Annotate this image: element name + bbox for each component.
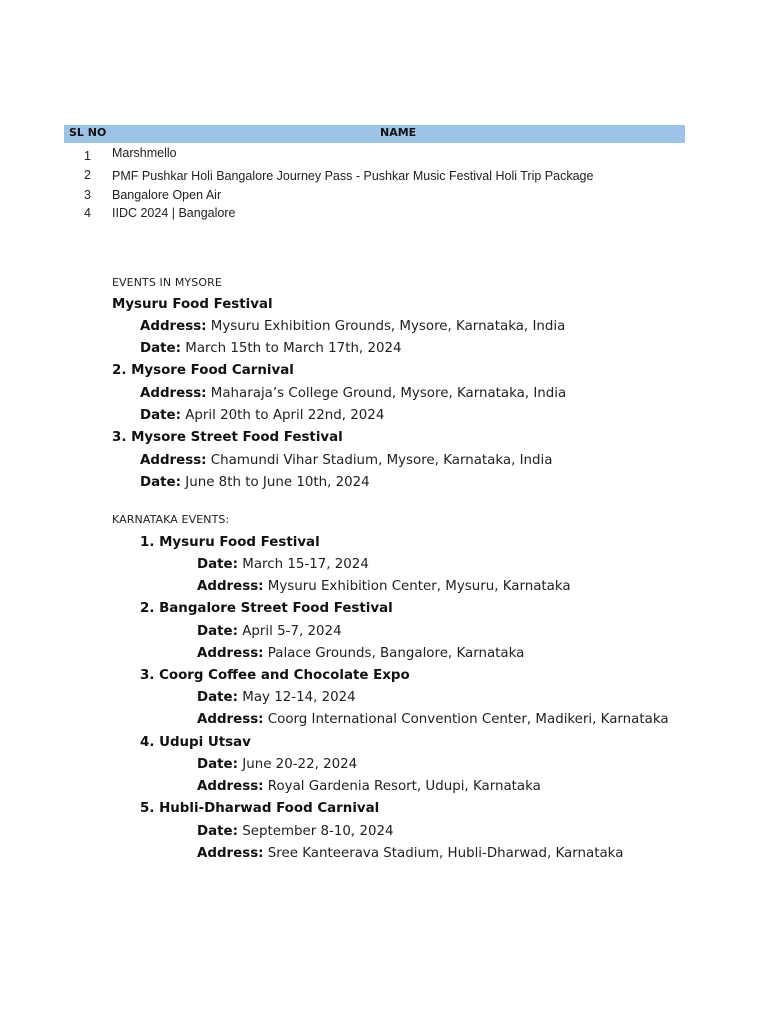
header-sl-no: SL NO — [69, 126, 107, 139]
row-number: 1 — [84, 149, 91, 163]
table-row — [64, 168, 685, 188]
date-value: May 12-14, 2024 — [242, 690, 356, 705]
address-value: Sree Kanteerava Stadium, Hubli-Dharwad, Karnataka — [267, 846, 624, 861]
address-label: Address: — [140, 386, 207, 401]
event-address — [140, 386, 566, 401]
row-name: PMF Pushkar Holi Bangalore Journey Pass - Pushkar Music Festival Holi Trip Package — [112, 169, 594, 183]
address-label: Address: — [197, 579, 264, 594]
header-name: NAME — [380, 126, 417, 139]
row-name: Marshmello — [112, 146, 177, 160]
event-title: 1. Mysuru Food Festival — [140, 535, 320, 550]
date-label: Date: — [140, 341, 181, 356]
event-title: Mysuru Food Festival — [112, 297, 273, 312]
address-value: Mysuru Exhibition Center, Mysuru, Karnataka — [267, 579, 571, 594]
event-date — [140, 341, 402, 356]
table-row — [64, 188, 685, 206]
event-address — [197, 846, 623, 861]
event-address — [197, 579, 571, 594]
event-date — [140, 475, 370, 490]
address-label: Address: — [197, 779, 264, 794]
date-label: Date: — [197, 757, 238, 772]
date-value: April 5-7, 2024 — [242, 624, 342, 639]
date-label: Date: — [140, 475, 181, 490]
row-name: IIDC 2024 | Bangalore — [112, 206, 236, 220]
address-value: Chamundi Vihar Stadium, Mysore, Karnataka, India — [210, 453, 553, 468]
event-date — [140, 408, 384, 423]
date-label: Date: — [197, 557, 238, 572]
row-number: 4 — [84, 206, 91, 220]
event-address — [197, 779, 541, 794]
date-value: June 8th to June 10th, 2024 — [185, 475, 370, 490]
address-label: Address: — [197, 646, 264, 661]
date-value: March 15-17, 2024 — [242, 557, 369, 572]
date-value: June 20-22, 2024 — [242, 757, 358, 772]
address-label: Address: — [140, 453, 207, 468]
event-date — [197, 624, 342, 639]
event-date — [197, 824, 394, 839]
table-header — [64, 125, 685, 143]
address-value: Maharaja’s College Ground, Mysore, Karnataka, India — [210, 386, 567, 401]
event-address — [140, 453, 552, 468]
event-title: 3. Coorg Coffee and Chocolate Expo — [140, 668, 410, 683]
event-title: 3. Mysore Street Food Festival — [112, 430, 343, 445]
address-value: Mysuru Exhibition Grounds, Mysore, Karnataka, India — [210, 319, 566, 334]
events-table — [64, 125, 685, 224]
date-value: September 8-10, 2024 — [242, 824, 394, 839]
row-number: 3 — [84, 188, 91, 202]
event-address — [197, 646, 524, 661]
address-value: Coorg International Convention Center, Madikeri, Karnataka — [267, 712, 669, 727]
event-date — [197, 690, 356, 705]
date-value: March 15th to March 17th, 2024 — [185, 341, 402, 356]
date-value: April 20th to April 22nd, 2024 — [185, 408, 385, 423]
section-title-mysore: EVENTS IN MYSORE — [112, 276, 222, 289]
event-date — [197, 757, 357, 772]
event-title: 2. Mysore Food Carnival — [112, 363, 294, 378]
event-title: 5. Hubli-Dharwad Food Carnival — [140, 801, 380, 816]
address-label: Address: — [197, 846, 264, 861]
event-title: 2. Bangalore Street Food Festival — [140, 601, 393, 616]
event-date — [197, 557, 369, 572]
date-label: Date: — [197, 824, 238, 839]
date-label: Date: — [197, 690, 238, 705]
table-row — [64, 206, 685, 224]
section-title-karnataka: KARNATAKA EVENTS: — [112, 513, 230, 526]
row-name: Bangalore Open Air — [112, 188, 222, 202]
row-number: 2 — [84, 168, 91, 182]
date-label: Date: — [197, 624, 238, 639]
address-value: Palace Grounds, Bangalore, Karnataka — [267, 646, 525, 661]
address-label: Address: — [197, 712, 264, 727]
event-address — [197, 712, 669, 727]
event-address — [140, 319, 565, 334]
date-label: Date: — [140, 408, 181, 423]
address-label: Address: — [140, 319, 207, 334]
address-value: Royal Gardenia Resort, Udupi, Karnataka — [267, 779, 541, 794]
table-row — [64, 146, 685, 166]
event-title: 4. Udupi Utsav — [140, 735, 251, 750]
